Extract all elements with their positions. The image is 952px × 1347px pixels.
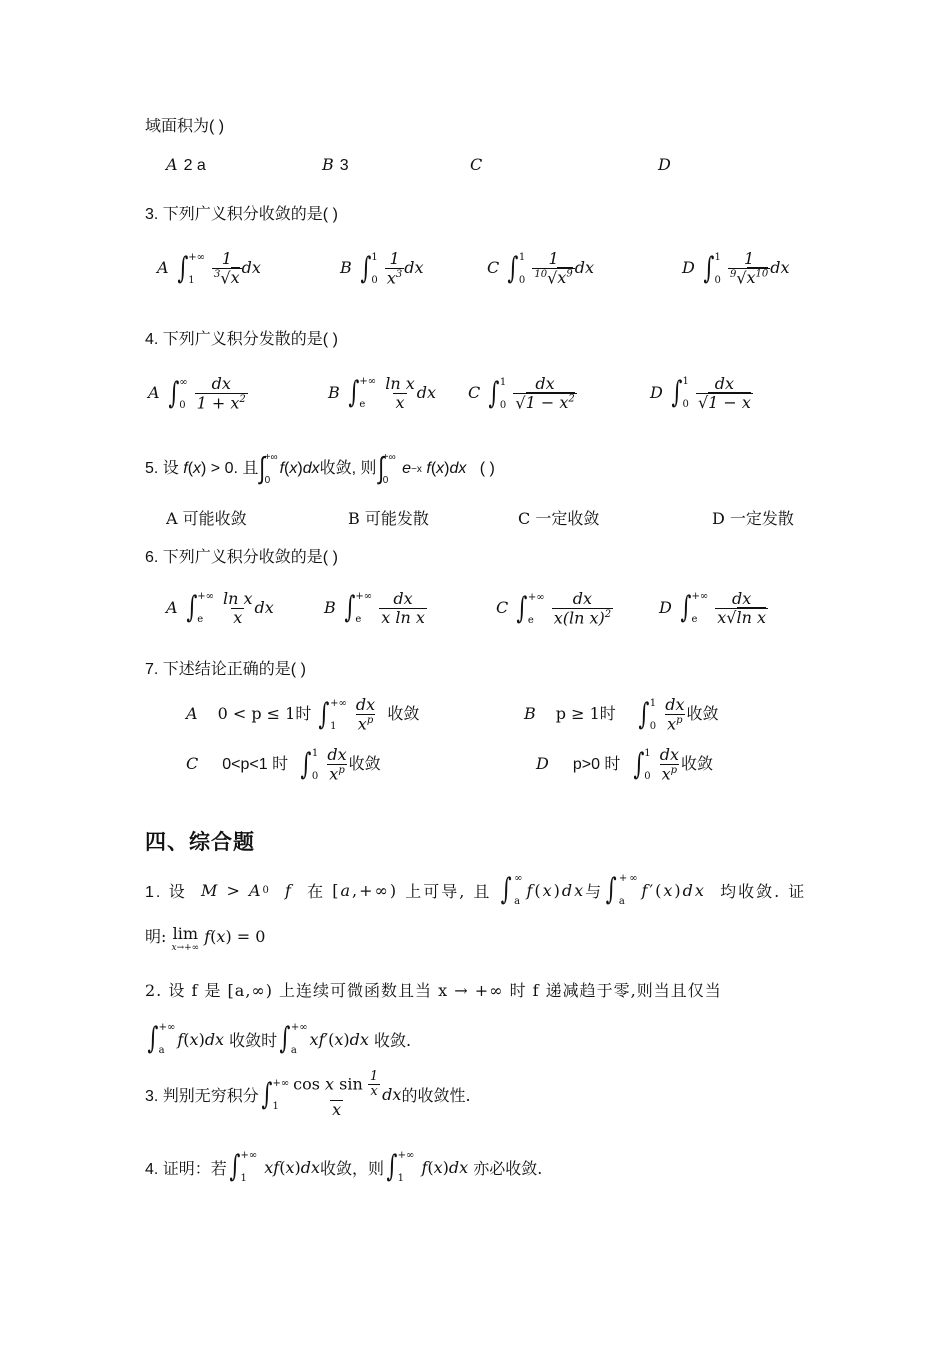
question-5: 5. 设 f ( x ) > 0 . 且 ∫ +∞ 0 f ( x ) dx 收敛, 则 ∫ +∞ 0 e −x f ( x ) dx ( )	[145, 452, 495, 486]
question-6: 6. 下列广义积分收敛的是( )	[145, 549, 338, 566]
q7-option-d: D p>0 时 ∫ 1 0 $\frac{dx}{x^p}$ 收敛	[536, 745, 713, 783]
q3-option-d: D ∫ 1 0 $\frac{1}{^9√x^{10}}$ dx	[682, 249, 790, 287]
q3-option-c: C ∫ 1 0 $\frac{1}{^{10}√x^9}$ dx	[487, 249, 594, 287]
problem-1-line1: 1. 设 M > A 0 f 在 [ a ,+∞) 上可导, 且 ∫ ∞ a f ( x ) dx 与 ∫ +∞ a f ′( x ) dx 均收敛. 证	[145, 872, 807, 907]
question-7: 7. 下述结论正确的是( )	[145, 661, 306, 678]
q4-option-b: B ∫ +∞ e $\frac{\text{ln x}}{x}$ dx	[328, 374, 437, 412]
q3-option-a: A ∫ +∞ 1 $\frac{1}{^3√x}$ dx	[157, 249, 261, 287]
q5-option-b: B 可能发散	[348, 509, 429, 528]
problem-4: 4. 证明：若 ∫ +∞ 1 xf ( x ) dx 收敛，则 ∫ +∞ 1 f ( x ) dx 亦必收敛.	[145, 1149, 543, 1184]
q4-option-d: D ∫ 1 0 $\frac{dx}{√1 - x}$	[650, 374, 751, 412]
q7-option-a: A 0 < p ≤ 1时 ∫ +∞ 1 $\frac{dx}{x^p}$ 收敛	[186, 695, 420, 733]
question-4: 4. 下列广义积分发散的是( )	[145, 331, 338, 348]
problem-2-line2: ∫ +∞ a f ( x ) dx 收敛时 ∫ +∞ a xf ′( x ) dx 收敛.	[147, 1021, 412, 1056]
option-a: A 2 a	[166, 155, 206, 174]
section-title: 四、综合题	[145, 829, 255, 854]
option-d: D	[658, 155, 671, 174]
q6-option-d: D ∫ +∞ e $\frac{dx}{\text{x√ln x}}$	[659, 589, 767, 627]
q5-option-a: A 可能收敛	[166, 509, 247, 528]
question-3: 3. 下列广义积分收敛的是( )	[145, 206, 338, 223]
q7-option-c: C 0<p<1 时 ∫ 1 0 $\frac{dx}{x^p}$ 收敛	[186, 745, 381, 783]
problem-2-line1: 2. 设 f 是 [a,∞) 上连续可微函数且当 x → +∞ 时 f 递减趋于零,则当且仅当	[145, 981, 722, 1000]
q7-option-b: B p ≥ 1时 ∫ 1 0 $\frac{dx}{x^p}$ 收敛	[524, 695, 719, 733]
q5-option-c: C 一定收敛	[518, 509, 600, 528]
option-b: B 3	[322, 155, 349, 174]
q3-option-b: B ∫ 1 0 $\frac{1}{x^3}$ dx	[340, 249, 424, 287]
option-c: C	[470, 155, 483, 174]
q6-option-c: C ∫ +∞ e $\frac{dx}{x(\ln x)^2}$	[496, 589, 612, 627]
q6-option-b: B ∫ +∞ e $\frac{dx}{\text{x ln x}}$	[324, 589, 425, 627]
q6-option-a: A ∫ +∞ e $\frac{\text{ln x}}{x}$ dx	[166, 589, 274, 627]
problem-1-line2: 明: lim x→+∞ f(x) = 0	[145, 924, 266, 953]
question-stem-tail: 域面积为( )	[145, 118, 225, 135]
q5-option-d: D 一定发散	[712, 509, 794, 528]
problem-3: 3. 判别无穷积分 ∫ +∞ 1 cos x sin $\frac{1}{x}$ x dx 的收敛性.	[145, 1069, 471, 1120]
q4-option-c: C ∫ 1 0 $\frac{dx}{√1 - x^2}$	[468, 374, 575, 412]
q4-option-a: A ∫ ∞ 0 $\frac{dx}{1 + x^2}$	[148, 374, 246, 412]
